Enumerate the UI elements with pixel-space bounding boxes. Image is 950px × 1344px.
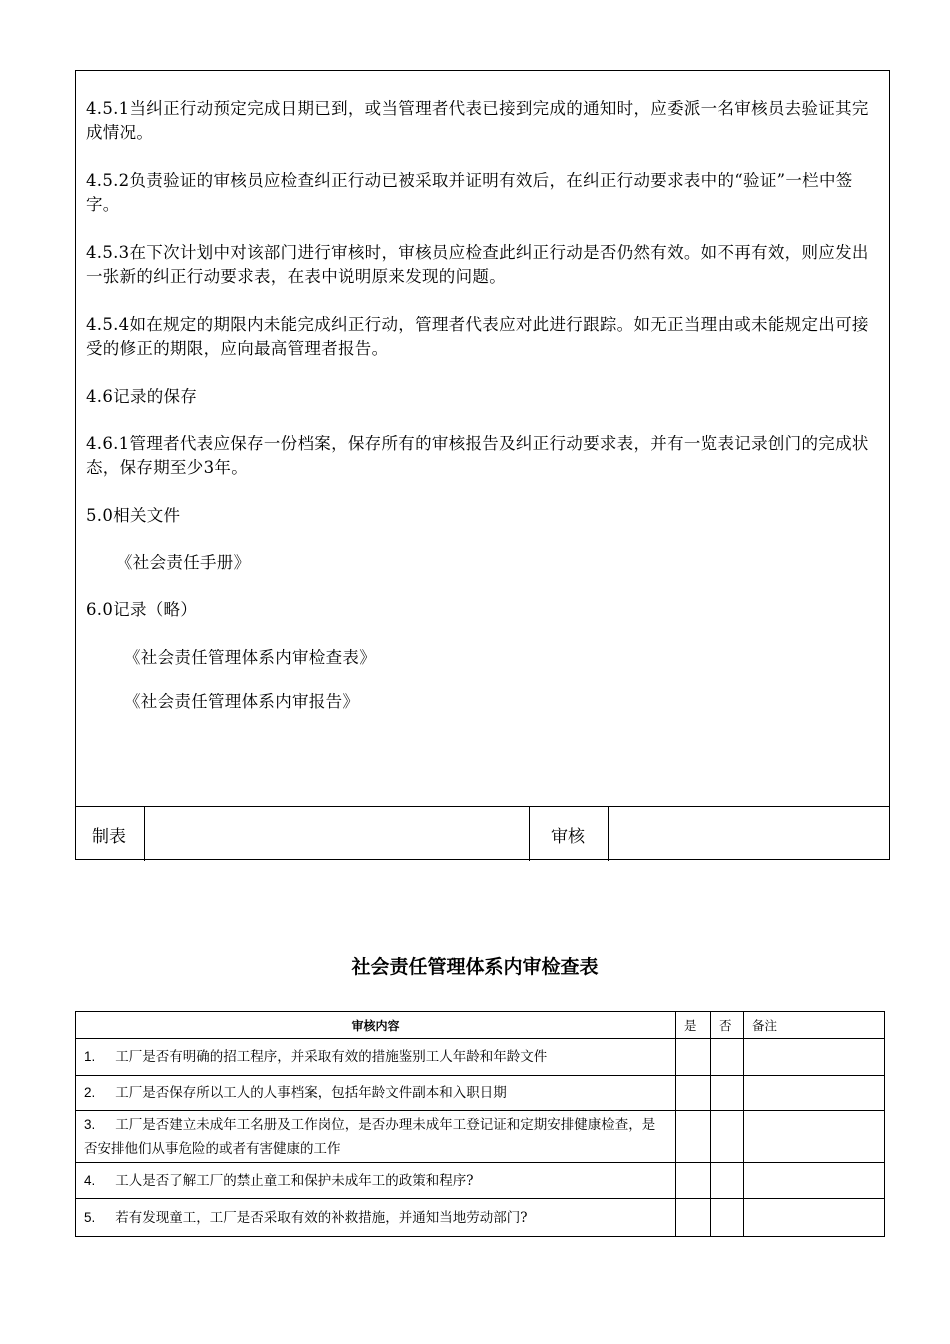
- heading-4-6: 4.6记录的保存: [86, 387, 198, 406]
- table-row: [76, 1111, 885, 1163]
- heading-5-0: 5.0相关文件: [86, 506, 181, 525]
- yes-cell[interactable]: [676, 1076, 711, 1111]
- header-no: 否: [711, 1012, 744, 1039]
- review-signature-field[interactable]: [609, 807, 889, 861]
- prepared-label: 制表: [92, 826, 126, 847]
- yes-cell[interactable]: [676, 1199, 711, 1237]
- no-cell[interactable]: [711, 1111, 744, 1163]
- checklist-table: [75, 1011, 885, 1237]
- remark-cell[interactable]: [744, 1111, 885, 1163]
- paragraph-4-5-4: 4.5.4如在规定的期限内未能完成纠正行动，管理者代表应对此进行跟踪。如无正当理由或未能规定出可接受的修正的期限，应向最高管理者报告。: [86, 315, 869, 358]
- question-cell: [76, 1163, 676, 1199]
- header-content: 审核内容: [76, 1012, 676, 1039]
- header-row: [76, 1012, 885, 1039]
- paragraph-4-5-3: 4.5.3在下次计划中对该部门进行审核时，审核员应检查此纠正行动是否仍然有效。如不再有效，则应发出一张新的纠正行动要求表，在表中说明原来发现的问题。: [86, 243, 869, 286]
- question-text: 若有发现童工，工厂是否采取有效的补救措施，并通知当地劳动部门?: [115, 1209, 528, 1226]
- remark-cell[interactable]: [744, 1163, 885, 1199]
- table-row: [76, 1076, 885, 1111]
- no-cell[interactable]: [711, 1039, 744, 1076]
- heading-6-0: 6.0记录（略）: [86, 600, 198, 619]
- divider: [529, 807, 530, 861]
- yes-cell[interactable]: [676, 1111, 711, 1163]
- record-1: 《社会责任管理体系内审检查表》: [124, 648, 376, 667]
- related-document-1: 《社会责任手册》: [116, 553, 251, 572]
- header-remark: 备注: [744, 1012, 885, 1039]
- no-cell[interactable]: [711, 1076, 744, 1111]
- table-row: [76, 1163, 885, 1199]
- paragraph-4-5-2: 4.5.2负责验证的审核员应检查纠正行动已被采取并证明有效后，在纠正行动要求表中的“验证”一栏中签字。: [86, 171, 853, 214]
- no-cell[interactable]: [711, 1163, 744, 1199]
- row-number: 3.: [84, 1116, 96, 1132]
- remark-cell[interactable]: [744, 1199, 885, 1237]
- question-text: 工厂是否建立未成年工名册及工作岗位，是否办理未成年工登记证和定期安排健康检查，是否安排他们从事危险的或者有害健康的工作: [84, 1116, 656, 1157]
- row-number: 4.: [84, 1172, 96, 1188]
- no-cell[interactable]: [711, 1199, 744, 1237]
- checklist-title: 社会责任管理体系内审检查表: [351, 956, 599, 978]
- question-cell: [76, 1076, 676, 1111]
- yes-cell[interactable]: [676, 1039, 711, 1076]
- procedure-box: [75, 70, 890, 860]
- remark-cell[interactable]: [744, 1076, 885, 1111]
- question-cell: [76, 1111, 676, 1163]
- row-number: 5.: [84, 1209, 96, 1225]
- header-yes: 是: [676, 1012, 711, 1039]
- signature-row: [76, 806, 889, 861]
- remark-cell[interactable]: [744, 1039, 885, 1076]
- table-row: [76, 1039, 885, 1076]
- prepared-signature-field[interactable]: [145, 807, 529, 861]
- question-text: 工厂是否保存所以工人的人事档案，包括年龄文件副本和入职日期: [115, 1085, 507, 1101]
- row-number: 2.: [84, 1085, 96, 1100]
- table-row: [76, 1199, 885, 1237]
- question-cell: [76, 1199, 676, 1237]
- paragraph-4-5-1: 4.5.1当纠正行动预定完成日期已到，或当管理者代表已接到完成的通知时，应委派一名审核员去验证其完成情况。: [86, 99, 869, 142]
- question-text: 工人是否了解工厂的禁止童工和保护未成年工的政策和程序?: [115, 1172, 474, 1189]
- yes-cell[interactable]: [676, 1163, 711, 1199]
- review-label: 审核: [551, 826, 585, 847]
- question-text: 工厂是否有明确的招工程序，并采取有效的措施鉴别工人年龄和年龄文件: [115, 1049, 548, 1065]
- paragraph-4-6-1: 4.6.1管理者代表应保存一份档案，保存所有的审核报告及纠正行动要求表，并有一览表记录创门的完成状态，保存期至少3年。: [86, 434, 869, 477]
- record-2: 《社会责任管理体系内审报告》: [124, 692, 360, 711]
- row-number: 1.: [84, 1049, 96, 1064]
- question-cell: [76, 1039, 676, 1076]
